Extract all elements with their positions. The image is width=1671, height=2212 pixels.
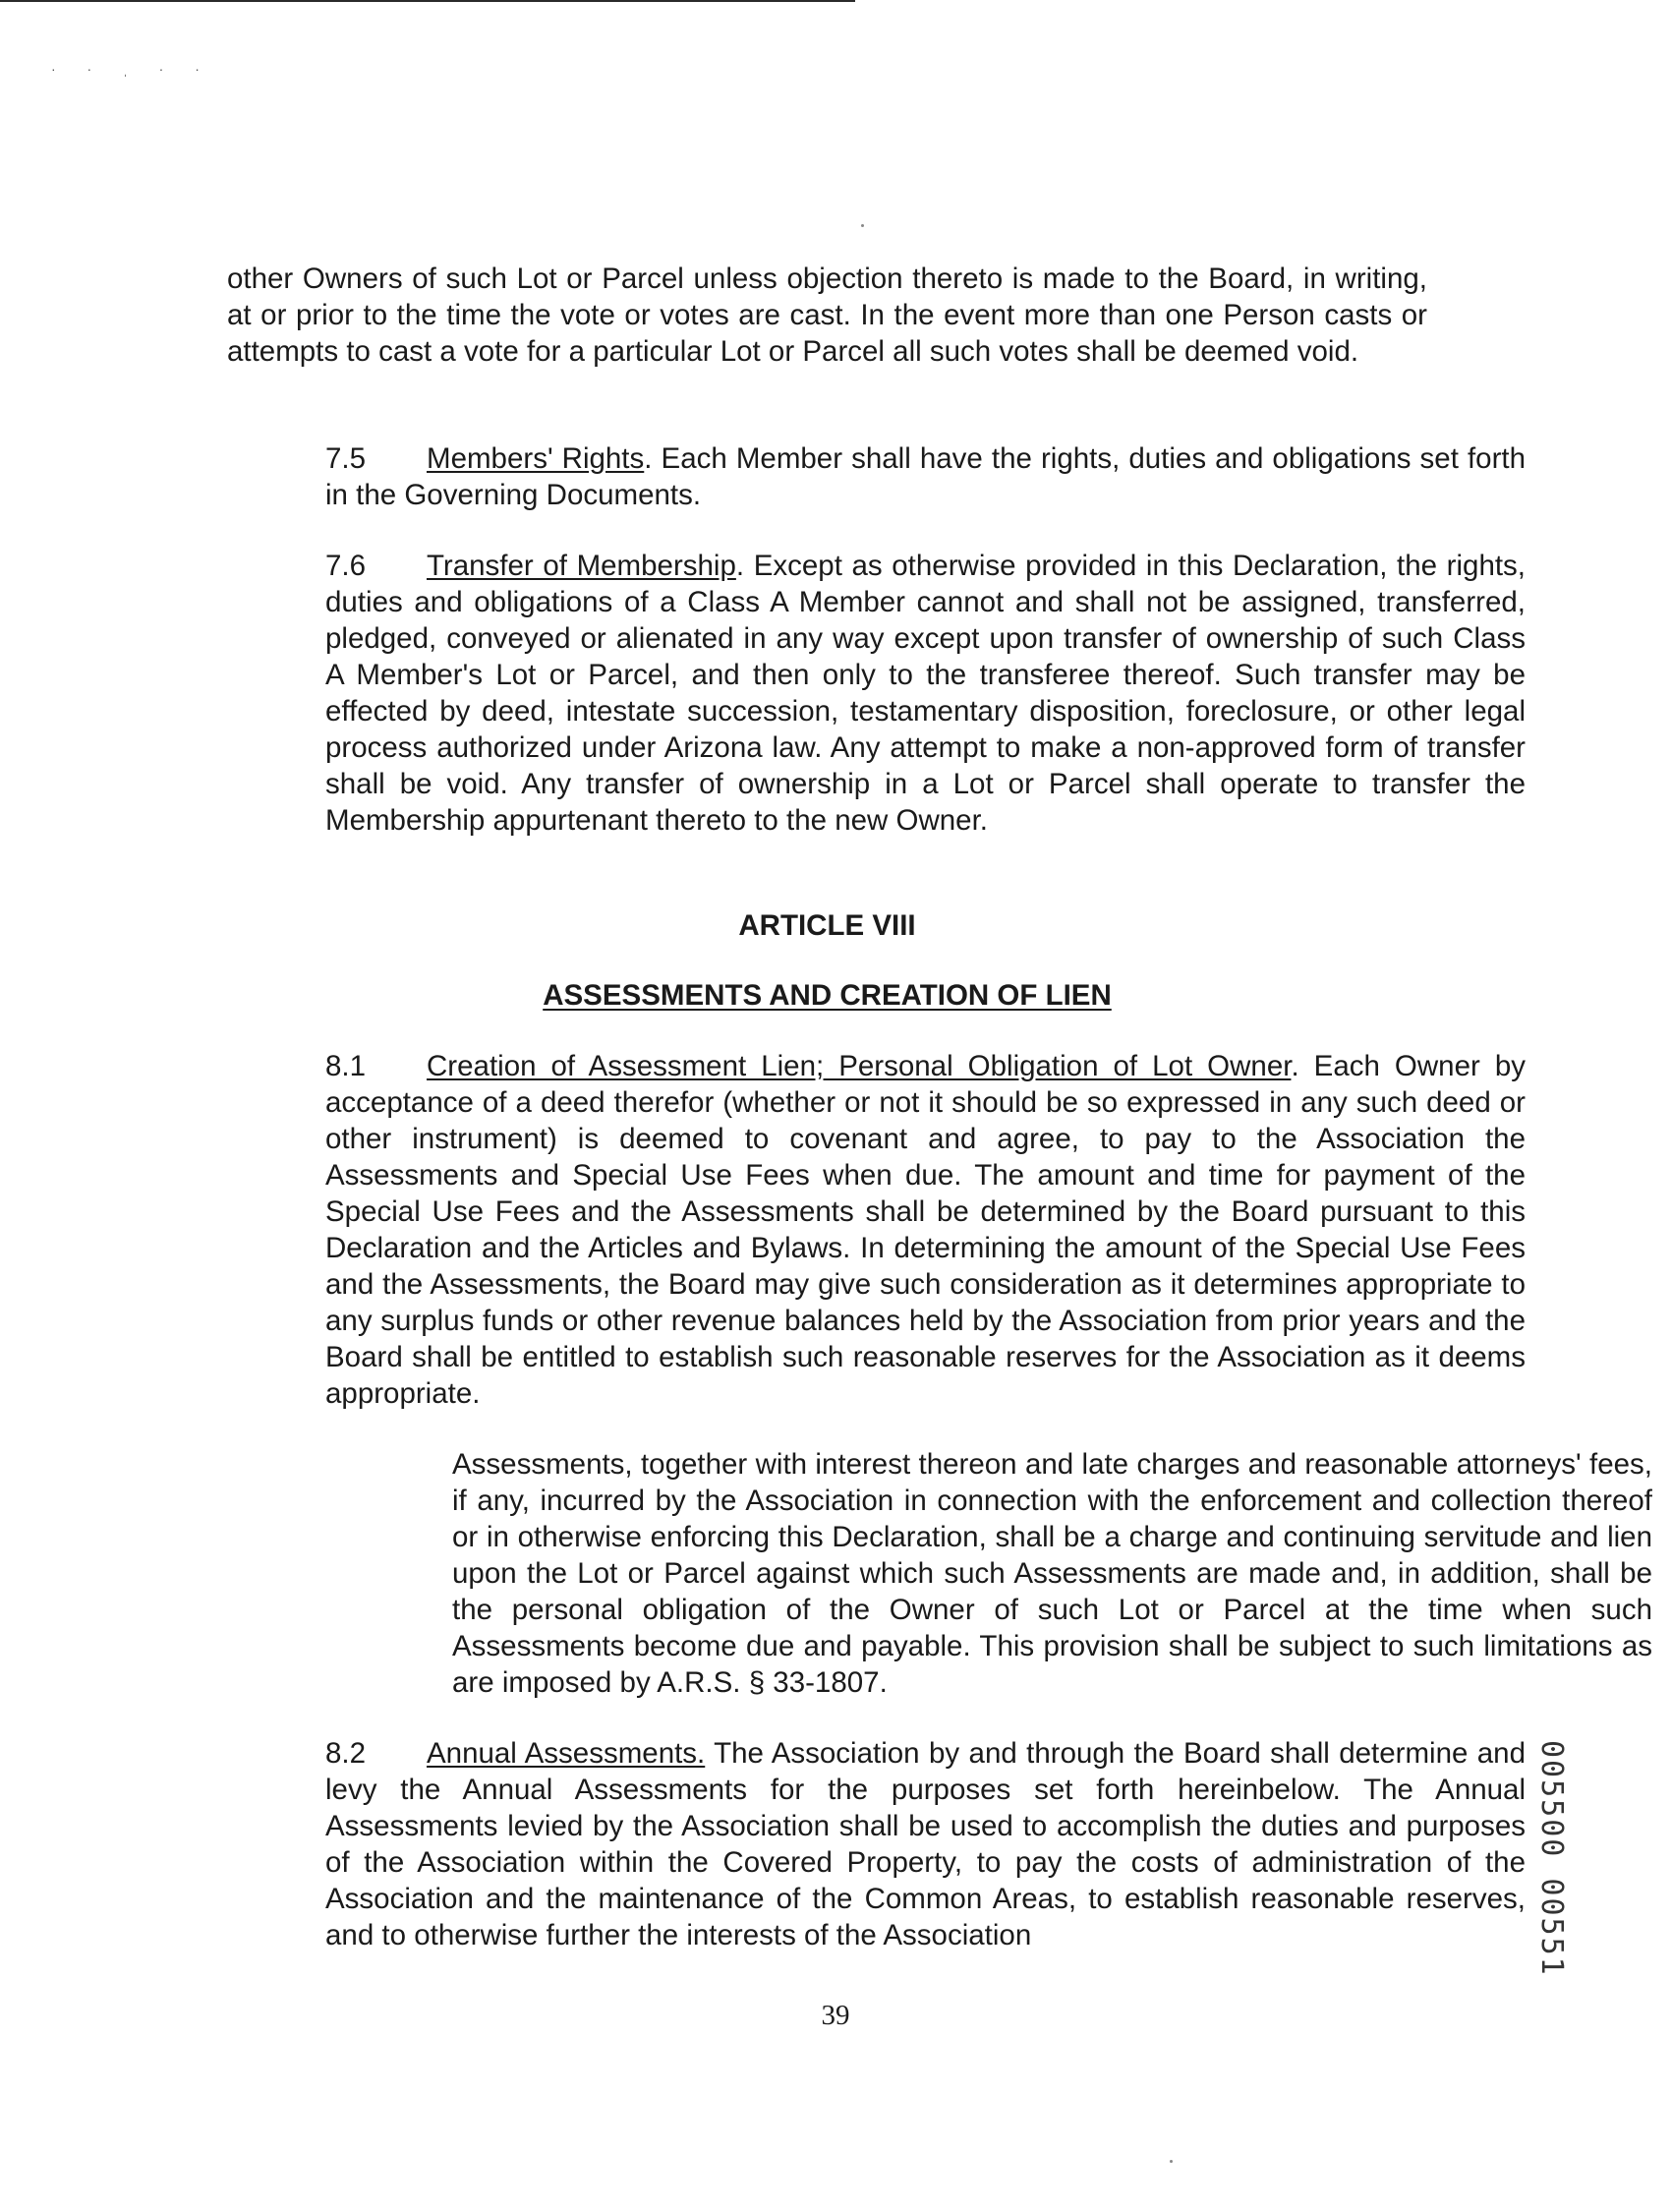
section-text: The Association by and through the Board shall determine and levy the Annual Assessments for the purposes set forth hereinbelow. The Annual Assessments levied by the Association shall be used to accomplish the duties and purposes of the Association within the Covered Property, to pay the costs of administration of the Association and the maintenance of the Common Areas, to establish reasonable reserves, and to otherwise further the interests of the Association (325, 1737, 1526, 1951)
section-number: 8.1 (325, 1050, 367, 1082)
section-number: 8.2 (325, 1737, 367, 1770)
scan-dot (861, 224, 864, 227)
section-number: 7.6 (325, 550, 367, 582)
scan-dot (1170, 2160, 1173, 2163)
page-number: 39 (821, 2000, 850, 2031)
section-title: Members' Rights (427, 442, 645, 475)
continuation-paragraph: other Owners of such Lot or Parcel unless objection thereto is made to the Board, in writing, at or prior to the time the vote or votes are cast. In the event more than one Person casts or attempts to cast a vote for a particular Lot or Parcel all such votes shall be deemed void. (227, 262, 1427, 368)
section-8-2 (227, 1735, 1526, 1953)
section-number: 7.5 (325, 442, 367, 475)
document-stamp-number: 005500 00551 (1534, 1740, 1569, 1977)
section-title: Annual Assessments. (427, 1737, 706, 1770)
section-text: . Except as otherwise provided in this Declaration, the rights, duties and obligations of a Class A Member cannot and shall not be assigned, transferred, pledged, conveyed or alienated in any way except upon transfer of ownership of such Class A Member's Lot or Parcel, and then only to the transferee thereof. Such transfer may be effected by deed, intestate succession, testamentary disposition, foreclosure, or other legal process authorized under Arizona law. Any attempt to make a non-approved form of transfer shall be void. Any transfer of ownership in a Lot or Parcel shall operate to transfer the Membership appurtenant thereto to the new Owner. (325, 550, 1526, 837)
section-7-6 (227, 548, 1526, 839)
section-8-1 (227, 1048, 1526, 1412)
top-edge-rule (0, 0, 855, 2)
section-title: Creation of Assessment Lien; Personal Obligation of Lot Owner (427, 1050, 1292, 1082)
assessments-paragraph: Assessments, together with interest thereon and late charges and reasonable attorneys' fees, if any, incurred by the Association in connection with the enforcement and collection thereof or in otherwise enforcing this Declaration, shall be a charge and continuing servitude and lien upon the Lot or Parcel against which such Assessments are made and, in addition, shall be the personal obligation of the Owner of such Lot or Parcel at the time when such Assessments become due and payable. This provision shall be subject to such limitations as are imposed by A.R.S. § 33-1807. (452, 1448, 1652, 1699)
article-subtitle: ASSESSMENTS AND CREATION OF LIEN (543, 979, 1112, 1012)
section-text: . Each Member shall have the rights, duties and obligations set forth in the Governing Documents. (325, 442, 1526, 511)
article-title: ARTICLE VIII (738, 909, 916, 942)
section-text: . Each Owner by acceptance of a deed therefor (whether or not it should be so expressed in any such deed or other instrument) is deemed to covenant and agree, to pay to the Association the Assessments and Special Use Fees when due. The amount and time for payment of the Special Use Fees and the Assessments shall be determined by the Board pursuant to this Declaration and the Articles and Bylaws. In determining the amount of the Special Use Fees and the Assessments, the Board may give such consideration as it determines appropriate to any surplus funds or other revenue balances held by the Association from prior years and the Board shall be entitled to establish such reasonable reserves for the Association as it deems appropriate. (325, 1050, 1526, 1410)
section-7-5 (227, 440, 1526, 513)
scan-specks: · · ˌ · · (51, 61, 213, 77)
section-title: Transfer of Membership (427, 550, 736, 582)
